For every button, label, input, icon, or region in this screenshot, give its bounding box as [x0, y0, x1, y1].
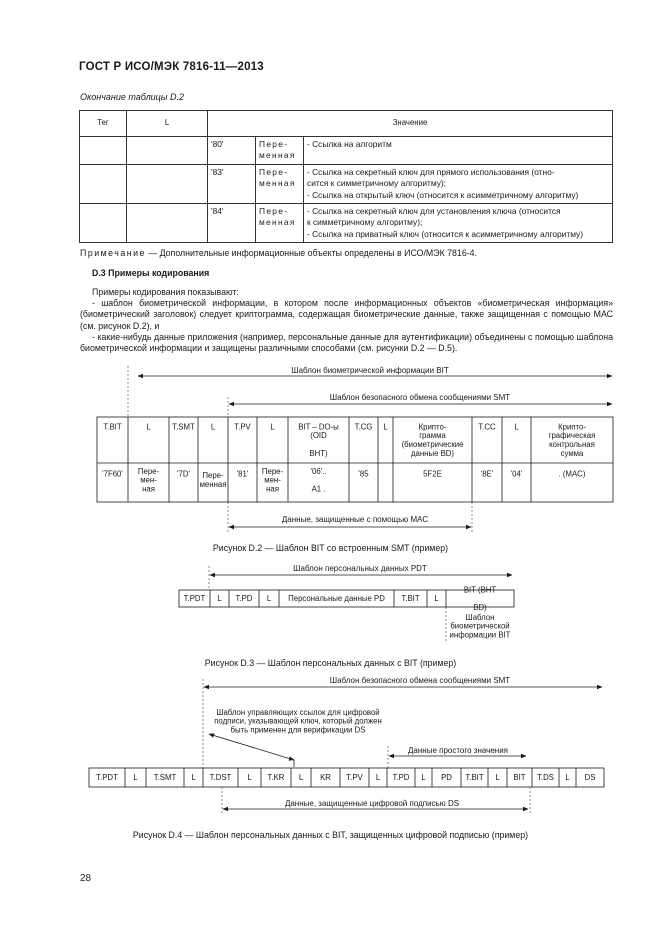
tag-code: '83': [208, 165, 256, 204]
pdt-cell: L: [217, 594, 222, 604]
pdt-cell: T.BIT: [401, 594, 420, 604]
value-cell: '06'..: [310, 466, 327, 476]
page-number: 28: [80, 873, 92, 884]
tag-length: Пере-менная: [256, 165, 304, 204]
smt-cell: T.KR: [267, 773, 285, 783]
tag-code: '84': [208, 204, 256, 243]
smt-cell: L: [247, 773, 252, 783]
header-cell: графическая: [548, 431, 596, 441]
header-cell: L: [146, 422, 151, 432]
table-caption: Окончание таблицы D.2: [80, 92, 184, 102]
value-cell: мен-: [264, 475, 281, 485]
value-cell: ная: [266, 484, 279, 494]
value-cell: '7D': [177, 469, 190, 479]
bit-sublabel: Шаблон: [465, 612, 495, 622]
header-tag: Тег: [80, 111, 127, 137]
value-cell: . (MAC): [558, 469, 586, 479]
ref-template-label: Шаблон управляющих ссылок для цифровой: [216, 707, 380, 717]
smt-cell: T.SMT: [153, 773, 177, 783]
smt-cell: T.PDT: [96, 773, 118, 783]
document-header: ГОСТ Р ИСО/МЭК 7816-11—2013: [79, 61, 264, 73]
header-cell: (биометрические: [401, 440, 464, 450]
header-cell: (OID: [310, 431, 327, 441]
figure-d3-caption: Рисунок D.3 — Шаблон персональных данных с BIT (пример): [204, 658, 457, 668]
smt-cell: L: [495, 773, 500, 783]
table-note: Примечание — Дополнительные информационные объекты определены в ИСО/МЭК 7816-4.: [80, 248, 477, 258]
pdt-cell: BD): [473, 603, 487, 613]
bit-sublabel: информации BIT: [449, 630, 511, 640]
header-cell: грамма: [419, 431, 446, 441]
header-cell: контрольная: [549, 440, 595, 450]
smt-cell: T.PV: [346, 773, 363, 783]
figure-d2-caption: Рисунок D.2 — Шаблон BIT со встроенным SMT (пример): [212, 543, 449, 553]
value-cell: ная: [142, 484, 155, 494]
tag-length: Пере-менная: [256, 204, 304, 243]
smt-cell: L: [375, 773, 381, 783]
bit-span-label: Шаблон биометрической информации BIT: [291, 365, 449, 375]
header-cell: T.CG: [354, 422, 373, 432]
smt-cell: L: [191, 773, 196, 783]
section-title: D.3 Примеры кодирования: [92, 268, 210, 278]
ref-template-label: подписи, указывающей ключ, который должен: [214, 716, 382, 726]
value-cell: '7F60': [102, 469, 123, 479]
header-cell: T.CC: [478, 422, 496, 432]
value-cell: '81': [236, 469, 249, 479]
value-cell: 5F2E: [423, 469, 442, 479]
paragraph: - какие-нибудь данные приложения (например, персональные данные для аутентификации) объединены с помощью шаблона биометрической информации и защищены различными способами (см. рисунки D.2 — D.5).: [80, 332, 613, 354]
pdt-cell: T.PDT: [183, 594, 206, 604]
tag-length: Пере-менная: [256, 137, 304, 165]
tag-value: - Ссылка на секретный ключ для установления ключа (относится к симметричному алгоритму); - Ссылка на приватный ключ (относится к асимметричному алгоритму): [304, 204, 613, 243]
pdt-span-label: Шаблон персональных данных PDT: [293, 563, 427, 573]
header-cell: BIT – DO-ы: [298, 422, 339, 432]
figure-d4-caption: Рисунок D.4 — Шаблон персональных данных с BIT, защищенных цифровой подписью (пример): [132, 830, 529, 840]
paragraph: - шаблон биометрической информации, в котором после информационных объектов «биометрическая информация» (биометрический заголовок) следует криптограмма, содержащая биометрические данные, также защищенная с помощью МАС (см. рисунок D.2), и: [80, 298, 613, 331]
header-cell: T.SMT: [172, 422, 195, 432]
smt-cell: L: [298, 773, 304, 783]
pdt-cell: T.PD: [235, 594, 253, 604]
tag-code: '80': [208, 137, 256, 165]
header-cell: T.PV: [234, 422, 251, 432]
smt-cell: L: [565, 773, 570, 783]
smt-cell: T.DS: [537, 773, 554, 783]
header-cell: Крипто-: [558, 422, 586, 432]
smt-cell: L: [133, 773, 138, 783]
value-cell: Пере-: [202, 471, 224, 481]
value-cell: '8E': [480, 469, 494, 479]
header-cell: L: [210, 422, 216, 432]
ds-span-label: Данные, защищенные цифровой подписью DS: [284, 798, 460, 808]
pdt-cell: BIT (BHT: [463, 585, 497, 595]
value-cell: мен-: [140, 475, 157, 485]
header-value: Значение: [208, 111, 613, 137]
smt-cell: L: [421, 773, 426, 783]
pdt-cell: Персональные данные PD: [288, 594, 385, 604]
mac-span-label: Данные, защищенные с помощью МАС: [281, 514, 429, 524]
header-cell: L: [270, 422, 275, 432]
smt-span-label: Шаблон безопасного обмена сообщениями SMT: [329, 392, 511, 402]
pdt-cell: L: [266, 594, 272, 604]
smt-cell: PD: [441, 773, 452, 783]
smt-cell: T.PD: [392, 773, 410, 783]
header-cell: BHT): [309, 449, 328, 459]
smt-cell: T.BIT: [465, 773, 484, 783]
bit-sublabel: биометрической: [450, 621, 510, 631]
ref-arrow: [209, 734, 294, 760]
value-cell: Пере-: [137, 466, 160, 476]
value-cell: '85: [358, 469, 369, 479]
value-cell: Пере-: [261, 466, 284, 476]
smt-cell: T.DST: [209, 773, 232, 783]
header-length: L: [127, 111, 208, 137]
figure-d4: [89, 676, 604, 814]
ref-template-label: быть применен для верификации DS: [230, 725, 366, 735]
header-cell: L: [383, 422, 388, 432]
pdt-cell: L: [434, 594, 439, 604]
tag-value: - Ссылка на секретный ключ для прямого использования (отно- сится к симметричному алгоритму); - Ссылка на открытый ключ (относится к асимметричному алгоритму): [304, 165, 613, 204]
header-cell: сумма: [560, 449, 584, 459]
value-cell: A1 .: [311, 484, 326, 494]
figure-d2: [97, 366, 613, 532]
plain-span-label: Данные простого значения: [408, 745, 508, 755]
smt-cell: DS: [584, 773, 596, 783]
header-cell: T.BIT: [103, 422, 122, 432]
figure-d3: [179, 564, 514, 643]
header-cell: Крипто-: [418, 422, 447, 432]
smt-cell: KR: [320, 773, 331, 783]
header-cell: L: [514, 422, 519, 432]
paragraph: Примеры кодирования показывают:: [92, 287, 239, 297]
header-cell: данные BD): [410, 449, 455, 459]
value-cell: менная: [199, 480, 227, 490]
value-cell: '04': [510, 469, 523, 479]
smt-cell: BIT: [513, 773, 526, 783]
smt-span-label: Шаблон безопасного обмена сообщениями SMT: [329, 675, 511, 685]
tag-value: - Ссылка на алгоритм: [304, 137, 613, 165]
